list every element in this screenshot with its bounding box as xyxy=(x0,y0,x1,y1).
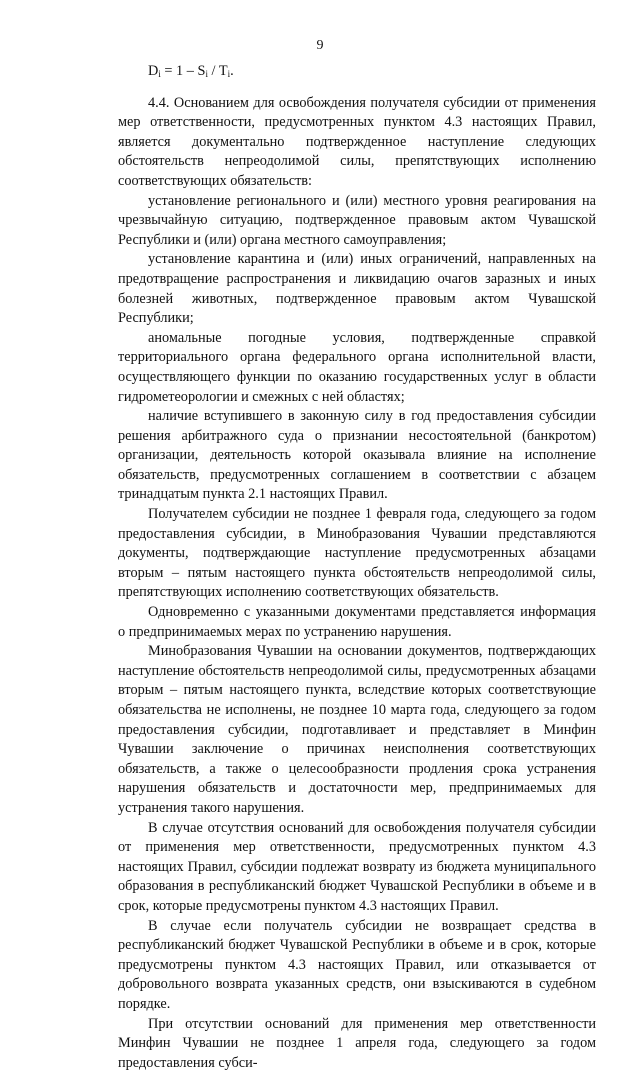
formula-slash-sub: i xyxy=(228,69,231,79)
paragraph-emergency: установление регионального и (или) местного уровня реагирования на чрезвычайную ситуацию, подтвержденное правовым актом Чувашской Республики и (или) органа местного самоуправления; xyxy=(118,192,596,251)
paragraph-ministry-conclusion: Минобразования Чувашии на основании документов, подтверждающих наступление обстоятельств непреодолимой силы, предусмотренных абзацами вторым – пятым настоящего пункта, вследствие которых соответствующие обязательства не исполнены, не позднее 10 марта года, следующего за годом предоставления субсидии, подготавливает и представляет в Минфин Чувашии заключение о причинах неисполнения соответствующих обязательств, а также о целесообразности продления срока устранения нарушения обязательств и достаточности мер, предпринимаемых для устранения такого нарушения. xyxy=(118,642,596,818)
formula xyxy=(148,62,596,82)
paragraph-refund: В случае отсутствия оснований для освобождения получателя субсидии от применения мер ответственности, предусмотренных пунктом 4.3 настоящих Правил, субсидии подлежат возврату из бюджета муниципального образования в республиканский бюджет Чувашской Республики в объеме и в срок, которые предусмотрены пунктом 4.3 настоящих Правил. xyxy=(118,819,596,917)
paragraph-quarantine: установление карантина и (или) иных ограничений, направленных на предотвращение распространения и ликвидацию очагов заразных и иных болезней животных, подтвержденное правовым актом Чувашской Республики; xyxy=(118,250,596,328)
formula-lhs: D xyxy=(148,63,158,79)
formula-lhs-sub: i xyxy=(158,69,161,79)
paragraph-measures-info: Одновременно с указанными документами представляется информация о предпринимаемых мерах по устранению нарушения. xyxy=(118,603,596,642)
paragraph-4-4: 4.4. Основанием для освобождения получателя субсидии от применения мер ответственности, предусмотренных пунктом 4.3 настоящих Правил, является документально подтвержденное наступление следующих обстоятельств непреодолимой силы, препятствующих исполнению соответствующих обязательств: xyxy=(118,94,596,192)
formula-middle-sub: i xyxy=(205,69,208,79)
paragraph-weather: аномальные погодные условия, подтвержденные справкой территориального органа федерального органа исполнительной власти, осуществляющего функции по оказанию государственных услуг в области гидрометеорологии и смежных с ней областях; xyxy=(118,329,596,407)
formula-middle: = 1 – S xyxy=(161,63,206,79)
page-number: 9 xyxy=(0,38,640,54)
paragraph-bankruptcy: наличие вступившего в законную силу в год предоставления субсидии решения арбитражного суда о признании несостоятельной (банкротом) организации, деятельность которой оказывала влияние на исполнение обязательств, предусмотренных соглашением в соответствии с абзацем тринадцатым пункта 2.1 настоящих Правил. xyxy=(118,407,596,505)
formula-end: . xyxy=(230,63,234,79)
paragraph-documents-deadline: Получателем субсидии не позднее 1 февраля года, следующего за годом предоставления субсидии, в Минобразования Чувашии представляются документы, подтверждающие наступление предусмотренных абзацами вторым – пятым настоящего пункта обстоятельств непреодолимой силы, препятствующих исполнению соответствующих обязательств. xyxy=(118,505,596,603)
paragraph-court-recovery: В случае если получатель субсидии не возвращает средства в республиканский бюджет Чувашской Республики в объеме и в срок, которые предусмотрены пунктом 4.3 настоящих Правил, или отказывается от добровольного возврата указанных средств, они взыскиваются в судебном порядке. xyxy=(118,917,596,1015)
paragraph-no-grounds: При отсутствии оснований для применения мер ответственности Минфин Чувашии не позднее 1 апреля года, следующего за годом предоставления субси- xyxy=(118,1015,596,1073)
formula-slash: / T xyxy=(208,63,228,79)
document-body xyxy=(118,62,596,1073)
